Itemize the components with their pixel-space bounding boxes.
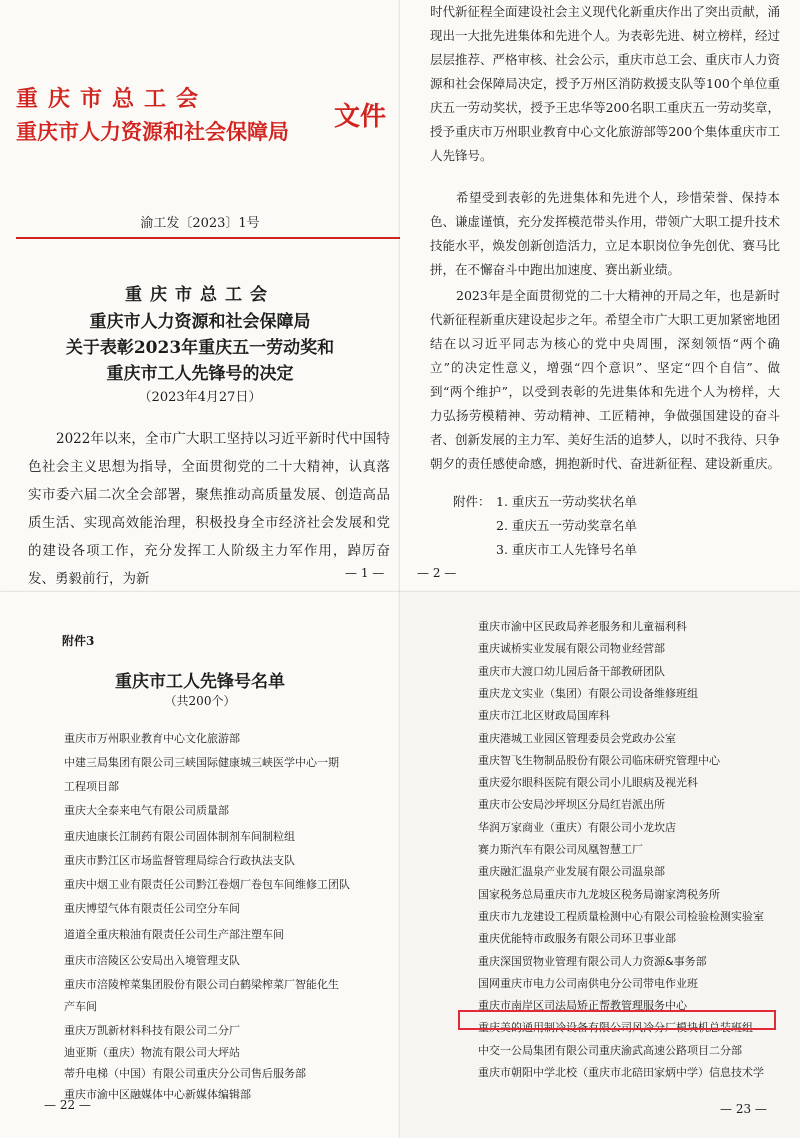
list-item: 重庆智飞生物制品股份有限公司临床研究管理中心 — [478, 754, 720, 767]
title-line-3: 关于表彰2023年重庆五一劳动奖和 — [65, 338, 335, 358]
document-number: 渝工发〔2023〕1号 — [140, 216, 260, 231]
header-org-name-2: 重庆市人力资源和社会保障局 — [16, 119, 289, 144]
page-number-2: — 2 — — [417, 566, 457, 580]
body-paragraph-1: 2022年以来，全市广大职工坚持以习近平新时代中国特色社会主义思想为指导，全面贯彻党的二十大精神，认真落实市委六届二次全会部署，聚焦推动高质量发展、创造高品质生活、实现高效能治理，积极投身全市经济社会发展和党的建设各项工作，充分发挥工人阶级主力军作用，踔厉奋发、勇毅前行，为新 — [28, 431, 390, 587]
list-item: 重庆迪康长江制药有限公司固体制剂车间制粒组 — [64, 830, 295, 843]
attachments-label: 附件： — [453, 494, 491, 509]
page-number-1: — 1 — — [345, 566, 385, 580]
list-item: 华润万家商业（重庆）有限公司小龙坎店 — [478, 821, 676, 834]
title-line-4: 重庆市工人先锋号的决定 — [106, 364, 294, 384]
list-item: 国网重庆市电力公司南供电分公司带电作业班 — [478, 977, 698, 990]
list-item: 重庆市朝阳中学北校（重庆市北碚田家炳中学）信息技术学 — [478, 1066, 764, 1079]
list-item: 重庆优能特市政服务有限公司环卫事业部 — [478, 932, 676, 945]
body-paragraph-2: 时代新征程全面建设社会主义现代化新重庆作出了突出贡献，涌现出一大批先进集体和先进个人。为表彰先进、树立榜样，经过层层推荐、严格审核、社会公示，重庆市总工会、重庆市人力资源和社会保障局决定，授予万州区消防救援支队等100个单位重庆五一劳动奖状，授予王忠华等200名职工重庆五一劳动奖章，授予重庆市万州职业教育中心文化旅游部等200个集体重庆市工人先锋号。 — [430, 4, 781, 163]
list-item: 重庆市九龙建设工程质量检测中心有限公司检验检测实验室 — [478, 910, 764, 923]
list-count: （共200个） — [164, 694, 236, 708]
list-item: 中建三局集团有限公司三峡国际健康城三峡医学中心一期 — [64, 756, 339, 769]
list-item: 工程项目部 — [64, 780, 119, 793]
list-item: 重庆市万州职业教育中心文化旅游部 — [64, 732, 240, 745]
list-item: 重庆诚桥实业发展有限公司物业经营部 — [478, 642, 665, 655]
attachment-3-label: 附件3 — [62, 634, 95, 648]
list-item: 赛力斯汽车有限公司凤凰智慧工厂 — [478, 843, 643, 856]
header-org-name-1: 重庆市总工会 — [16, 86, 209, 112]
list-item: 重庆市江北区财政局国库科 — [478, 709, 610, 722]
body-paragraph-3: 希望受到表彰的先进集体和先进个人，珍惜荣誉、保持本色、谦虚谨慎，充分发挥模范带头作用，带领广大职工提升技术技能水平，焕发创新创造活力，立足本职岗位争先创优、赛马比拼，在不懈奋斗中跑出加速度、赛出新业绩。 — [430, 190, 781, 277]
list-item: 国家税务总局重庆市九龙坡区税务局谢家湾税务所 — [478, 888, 720, 901]
title-line-1: 重庆市总工会 — [125, 285, 275, 305]
list-item: 蒂升电梯（中国）有限公司重庆分公司售后服务部 — [64, 1067, 306, 1080]
list-item: 产车间 — [64, 1000, 97, 1013]
highlight-box — [458, 1010, 776, 1030]
list-item: 重庆市黔江区市场监督管理局综合行政执法支队 — [64, 854, 295, 867]
list-item: 重庆市涪陵区公安局出入境管理支队 — [64, 954, 240, 967]
list-item: 重庆深国贸物业管理有限公司人力资源&事务部 — [478, 955, 707, 968]
list-item: 重庆市公安局沙坪坝区分局红岩派出所 — [478, 798, 665, 811]
list-item: 重庆市大渡口幼儿园后备干部教研团队 — [478, 665, 665, 678]
attachment-item: 1. 重庆五一劳动奖状名单 — [496, 494, 637, 509]
list-item: 重庆龙文实业（集团）有限公司设备维修班组 — [478, 687, 698, 700]
list-item: 重庆中烟工业有限责任公司黔江卷烟厂卷包车间维修工团队 — [64, 878, 350, 891]
attachment-item: 2. 重庆五一劳动奖章名单 — [496, 518, 637, 533]
list-item: 重庆博望气体有限责任公司空分车间 — [64, 902, 240, 915]
list-item: 重庆市渝中区民政局养老服务和儿童福利科 — [478, 620, 687, 633]
attachment-item: 3. 重庆市工人先锋号名单 — [496, 542, 637, 557]
list-item: 重庆市渝中区融媒体中心新媒体编辑部 — [64, 1088, 251, 1101]
list-item: 重庆万凯新材料科技有限公司二分厂 — [64, 1024, 240, 1037]
title-line-2: 重庆市人力资源和社会保障局 — [89, 312, 311, 332]
list-item: 重庆港城工业园区管理委员会党政办公室 — [478, 732, 676, 745]
list-item: 重庆美的通用制冷设备有限公司风冷分厂模块机总装班组 — [478, 1021, 753, 1034]
page-number-22: — 22 — — [44, 1098, 91, 1112]
body-paragraph-4: 2023年是全面贯彻党的二十大精神的开局之年，也是新时代新征程新重庆建设起步之年。希望全市广大职工更加紧密地团结在以习近平同志为核心的党中央周围，深刻领悟“两个确立”的决定性意义，增强“四个意识”、坚定“四个自信”、做到“两个维护”，以受到表彰的先进集体和先进个人为榜样，大力弘扬劳模精神、劳动精神、工匠精神，争做强国建设的奋斗者、创新发展的主力军、美好生活的追梦人，以时不我待、只争朝夕的责任感使命感，拥抱新时代、奋进新征程、建设新重庆。 — [430, 288, 781, 471]
list-item: 重庆爱尔眼科医院有限公司小儿眼病及视光科 — [478, 776, 698, 789]
list-item: 重庆市涪陵榨菜集团股份有限公司白鹤梁榨菜厂智能化生 — [64, 978, 339, 991]
list-item: 重庆市南岸区司法局矫正帮教管理服务中心 — [478, 999, 687, 1012]
list-item: 道道全重庆粮油有限责任公司生产部注塑车间 — [64, 928, 284, 941]
list-item: 中交一公局集团有限公司重庆渝武高速公路项目二分部 — [478, 1044, 742, 1057]
page-number-23: — 23 — — [720, 1102, 767, 1116]
list-item: 迪亚斯（重庆）物流有限公司大坪站 — [64, 1046, 240, 1059]
list-item: 重庆大全泰来电气有限公司质量部 — [64, 804, 229, 817]
list-item: 重庆融汇温泉产业发展有限公司温泉部 — [478, 865, 665, 878]
list-title: 重庆市工人先锋号名单 — [115, 672, 285, 692]
header-doc-word: 文件 — [334, 102, 387, 132]
document-date: （2023年4月27日） — [138, 390, 262, 405]
